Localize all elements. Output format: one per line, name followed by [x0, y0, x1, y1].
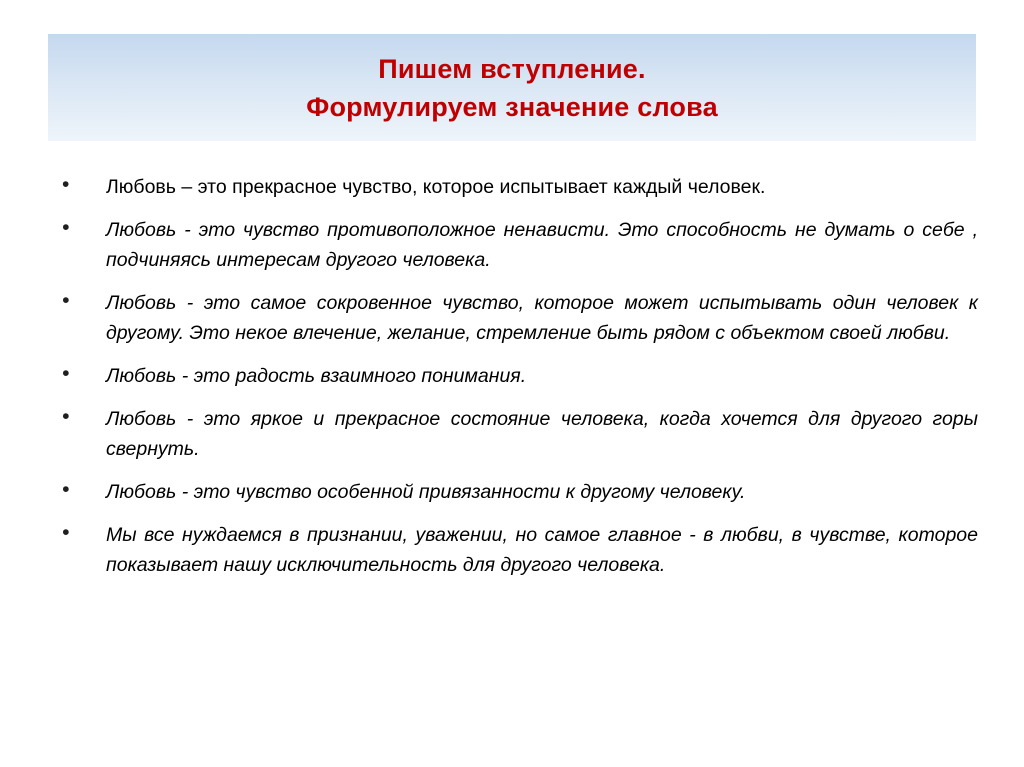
list-item-text: • Любовь – это прекрасное чувство, которое испытывает каждый человек.: [106, 176, 766, 198]
slide-content: [48, 172, 978, 593]
list-item: [48, 288, 978, 348]
list-item-text: • Любовь - это самое сокровенное чувство, которое может испытывать один человек к другому. Это некое влечение, желание, стремление быть рядом с объектом своей любви.: [106, 292, 978, 344]
list-item-text: • Любовь - это чувство особенной привязанности к другому человеку.: [106, 481, 746, 503]
list-item: [48, 520, 978, 580]
list-item: [48, 361, 978, 391]
slide-title-band: [48, 34, 976, 141]
list-item: [48, 215, 978, 275]
list-item-text: • Мы все нуждаемся в признании, уважении, но самое главное - в любви, в чувстве, которое показывает нашу исключительность для другого человека.: [106, 524, 978, 576]
slide-title-line-2: Формулируем значение слова: [306, 91, 718, 122]
list-item: [48, 404, 978, 464]
list-item-text: • Любовь - это радость взаимного понимания.: [106, 365, 527, 387]
bullet-list: [48, 172, 978, 580]
list-item-text: • Любовь - это чувство противоположное ненависти. Это способность не думать о себе , подчиняясь интересам другого человека.: [106, 219, 978, 271]
slide-title-line-1: Пишем вступление.: [378, 53, 646, 84]
list-item-text: • Любовь - это яркое и прекрасное состояние человека, когда хочется для другого горы свернуть.: [106, 408, 978, 460]
list-item: [48, 477, 978, 507]
list-item: [48, 172, 978, 202]
